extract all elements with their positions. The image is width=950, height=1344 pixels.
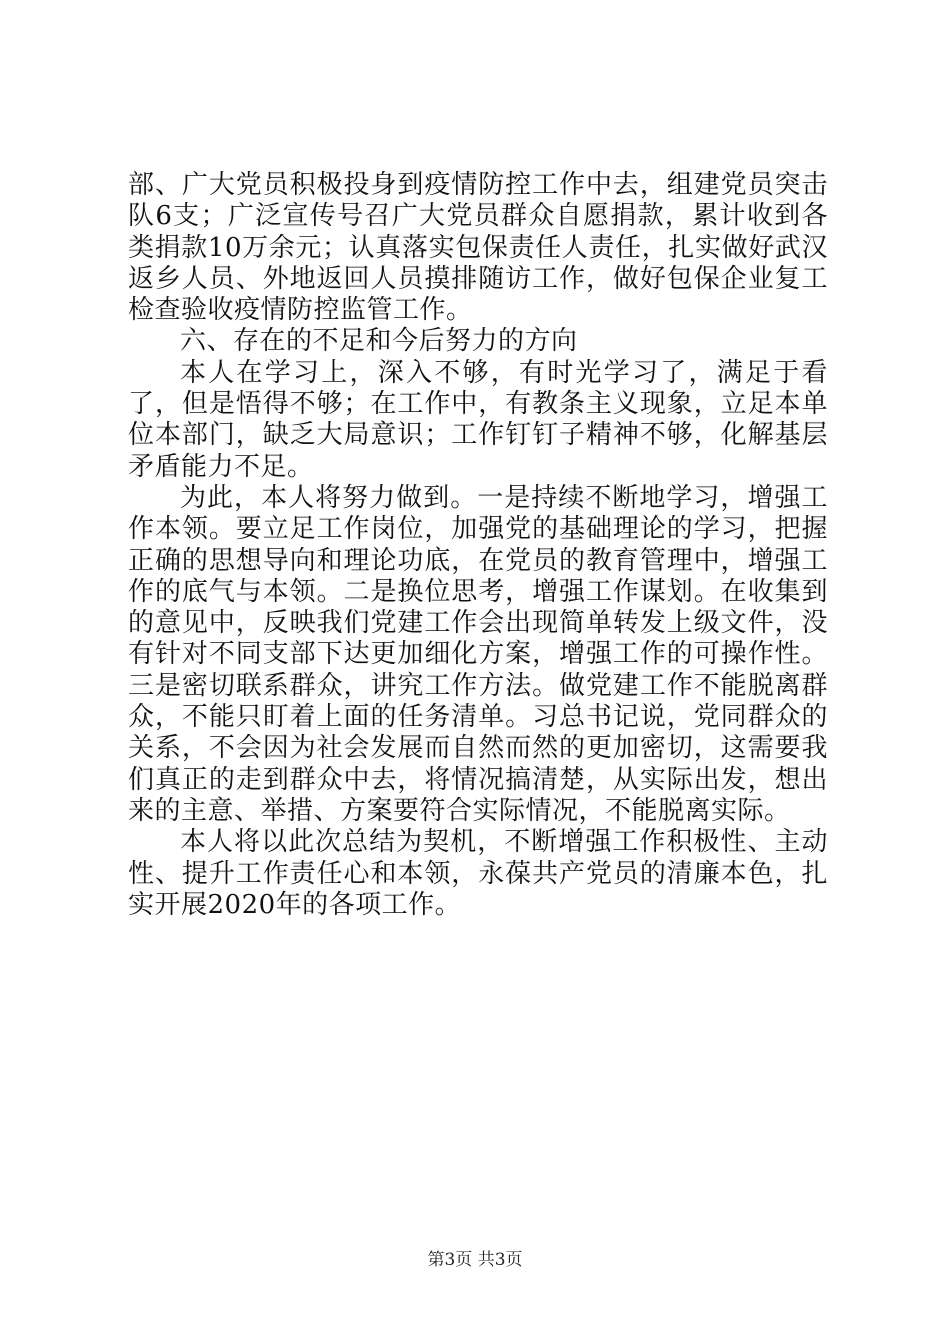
paragraph-continuation: 部、广大党员积极投身到疫情防控工作中去，组建党员突击队6支；广泛宣传号召广大党员群众自愿捐款，累计收到各类捐款10万余元；认真落实包保责任人责任，扎实做好武汉返乡人员、外地返回人员摸排随访工作，做好包保企业复工检查验收疫情防控监管工作。 xyxy=(128,170,828,326)
paragraph-shortcomings: 本人在学习上，深入不够，有时光学习了，满足于看了，但是悟得不够；在工作中，有教条主义现象，立足本单位本部门，缺乏大局意识；工作钉钉子精神不够，化解基层矛盾能力不足。 xyxy=(128,357,828,482)
document-body xyxy=(128,170,828,921)
paragraph-conclusion: 本人将以此次总结为契机，不断增强工作积极性、主动性、提升工作责任心和本领，永葆共产党员的清廉本色，扎实开展2020年的各项工作。 xyxy=(128,827,828,920)
paragraph-efforts: 为此，本人将努力做到。一是持续不断地学习，增强工作本领。要立足工作岗位，加强党的基础理论的学习，把握正确的思想导向和理论功底，在党员的教育管理中，增强工作的底气与本领。二是换位思考，增强工作谋划。在收集到的意见中，反映我们党建工作会出现简单转发上级文件，没有针对不同支部下达更加细化方案，增强工作的可操作性。三是密切联系群众，讲究工作方法。做党建工作不能脱离群众，不能只盯着上面的任务清单。习总书记说，党同群众的关系，不会因为社会发展而自然而然的更加密切，这需要我们真正的走到群众中去，将情况搞清楚，从实际出发，想出来的主意、举措、方案要符合实际情况，不能脱离实际。 xyxy=(128,482,828,826)
section-heading-shortcomings: 六、存在的不足和今后努力的方向 xyxy=(180,326,578,357)
page-footer: 第3页 共3页 xyxy=(427,1250,523,1270)
